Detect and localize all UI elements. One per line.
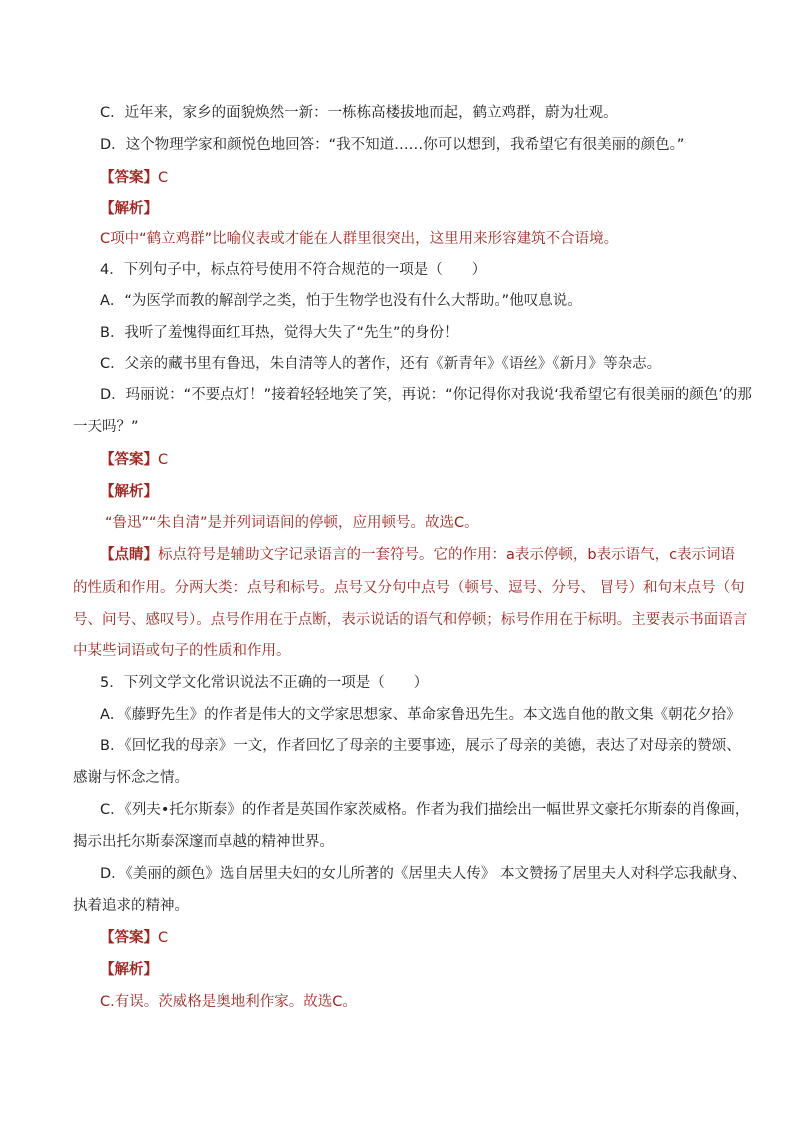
q5-option-c-line1: C．《列夫•托尔斯泰》的作者是英国作家茨威格。作者为我们描绘出一幅世界文豪托尔斯泰的肖像画， <box>100 802 750 818</box>
q5-option-b-line2: 感谢与怀念之情。 <box>73 770 189 786</box>
q4-dianjing-line1 <box>100 545 735 565</box>
q3-answer <box>100 168 168 188</box>
answer-label: 【答案】 <box>100 170 158 186</box>
q5-analysis-text: C.有误。茨威格是奥地利作家。故选C。 <box>100 994 357 1010</box>
analysis-label: 【解析】 <box>100 201 158 217</box>
q5-analysis-label <box>100 960 158 980</box>
q4-answer <box>100 450 168 470</box>
answer-label: 【答案】 <box>100 930 158 946</box>
q4-analysis-label <box>100 482 158 502</box>
q4-dianjing-line4: 中某些词语或句子的性质和作用。 <box>73 643 291 659</box>
dianjing-label: 【点睛】 <box>100 547 158 563</box>
dianjing-text: 标点符号是辅助文字记录语言的一套符号。它的作用：a表示停顿，b表示语气，c表示词语 <box>158 547 736 563</box>
q4-option-b: B．我听了羞愧得面红耳热，觉得大失了“先生”的身份！ <box>100 325 459 341</box>
q4-option-c: C．父亲的藏书里有鲁迅，朱自清等人的著作，还有《新青年》《语丝》《新月》等杂志。 <box>100 356 662 372</box>
q4-stem: 4．下列句子中，标点符号使用不符合规范的一项是（ ） <box>100 262 487 278</box>
q4-option-d-line2: 一天吗？” <box>73 419 139 435</box>
q5-option-c-line2: 揭示出托尔斯泰深邃而卓越的精神世界。 <box>73 834 334 850</box>
q4-analysis-text: “鲁迅”“朱自清”是并列词语间的停顿，应用顿号。故选C。 <box>105 515 479 531</box>
answer-label: 【答案】 <box>100 452 158 468</box>
q3-option-c: C．近年来，家乡的面貌焕然一新：一栋栋高楼拔地而起，鹤立鸡群，蔚为壮观。 <box>100 105 618 121</box>
answer-value: C <box>158 170 169 186</box>
q4-option-d-line1: D．玛丽说：“不要点灯！”接着轻轻地笑了笑，再说：“你记得你对我说‘我希望它有很美丽的颜色’的那 <box>100 387 752 403</box>
q5-answer <box>100 928 168 948</box>
analysis-label: 【解析】 <box>100 484 158 500</box>
q4-option-a: A．“为医学而教的解剖学之类，怕于生物学也没有什么大帮助。”他叹息说。 <box>100 293 582 309</box>
q5-option-b-line1: B．《回忆我的母亲》一文，作者回忆了母亲的主要事迹，展示了母亲的美德，表达了对母亲的赞颂、 <box>100 738 741 754</box>
q5-stem: 5．下列文学文化常识说法不正确的一项是（ ） <box>100 675 429 691</box>
q3-analysis-label <box>100 199 158 219</box>
answer-value: C <box>158 930 169 946</box>
q4-dianjing-line2: 的性质和作用。分两大类：点号和标号。点号又分句中点号（顿号、逗号、分号、 冒号）和句末点号（句 <box>73 580 745 596</box>
q5-option-d-line1: D．《美丽的颜色》选自居里夫妇的女儿所著的《居里夫人传》 本文赞扬了居里夫人对科学忘我献身、 <box>100 866 747 882</box>
analysis-label: 【解析】 <box>100 962 158 978</box>
q3-option-d: D．这个物理学家和颜悦色地回答：“我不知道……你可以想到，我希望它有很美丽的颜色。” <box>100 137 685 153</box>
q3-analysis-text: C项中“鹤立鸡群”比喻仪表或才能在人群里很突出，这里用来形容建筑不合语境。 <box>100 231 619 247</box>
q5-option-d-line2: 执着追求的精神。 <box>73 898 189 914</box>
q5-option-a: A．《藤野先生》的作者是伟大的文学家思想家、革命家鲁迅先生。本文选自他的散文集《朝花夕拾》 <box>100 707 741 723</box>
q4-dianjing-line3: 号、问号、感叹号）。点号作用在于点断，表示说话的语气和停顿；标号作用在于标明。主要表示书面语言 <box>73 612 748 628</box>
answer-value: C <box>158 452 169 468</box>
